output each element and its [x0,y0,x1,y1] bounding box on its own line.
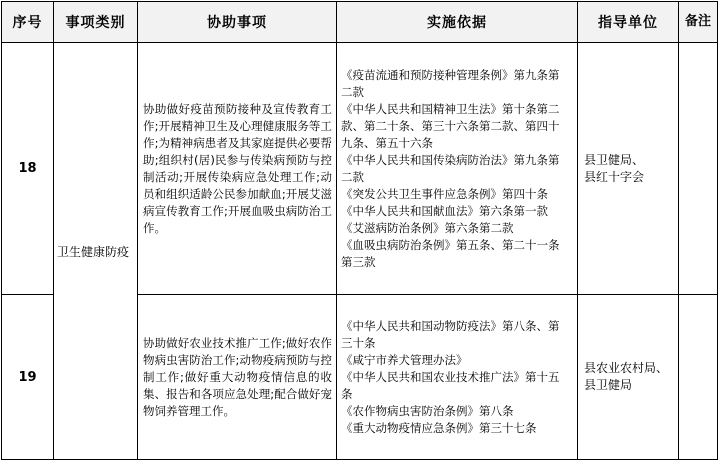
basis-line: 《血吸虫病防治条例》第五条、第二十一条 [341,237,560,252]
unit-cell [578,43,679,295]
header-no: 序号 [2,2,54,43]
header-unit: 指导单位 [578,2,679,43]
header-row [2,2,718,43]
assist-cell: 协助做好疫苗预防接种及宣传教育工作;开展精神卫生及心理健康服务等工作;为精神病患者及其家庭提供必要帮助;组织村(居)民参与传染病预防与控制活动;开展传染病应急处理工作;动员和组织适龄公民参加献血;开展艾滋病宣传教育工作;开展血吸虫病防治工作。 [138,43,337,295]
header-assist: 协助事项 [138,2,337,43]
basis-line: 《中华人民共和国精神卫生法》第十条第二 [341,101,560,116]
unit-line: 县农业农村局、 [584,361,669,375]
unit-line: 县红十字会 [584,169,645,184]
remark-cell [679,43,718,295]
basis-line: 《中华人民共和国传染病防治法》第九条第 [341,152,560,167]
basis-line: 《突发公共卫生事件应急条例》第四十条 [341,186,548,201]
basis-line: 款、第二十条、第三十六条第二款、第四十 [341,118,560,133]
row-number: 18 [2,43,54,295]
basis-line: 《中华人民共和国农业技术推广法》第十五 [341,369,560,384]
unit-line: 县卫健局 [584,378,633,392]
basis-line: 二款 [341,169,364,184]
remark-cell [679,295,718,460]
header-basis: 实施依据 [337,2,578,43]
unit-line: 县卫健局、 [584,152,645,167]
basis-line: 《中华人民共和国动物防疫法》第八条、第 [341,318,560,333]
basis-cell [337,295,578,460]
basis-line: 三十条 [341,335,376,350]
row-number: 19 [2,295,54,460]
unit-cell [578,295,679,460]
assist-cell: 协助做好农业技术推广工作;做好农作物病虫害防治工作;动物疫病预防与控制工作;做好重大动物疫情信息的收集、报告和各项应急处理;配合做好宠物饲养管理工作。 [138,295,337,460]
assistance-items-table [1,1,718,460]
basis-line: 条 [341,386,353,401]
basis-cell [337,43,578,295]
basis-line: 第三款 [341,254,376,269]
category-cell: 卫生健康防疫 [54,43,138,460]
header-category: 事项类别 [54,2,138,43]
basis-line: 《农作物病虫害防治条例》第八条 [341,403,514,418]
header-remark: 备注 [679,2,718,43]
basis-line: 《咸宁市养犬管理办法》 [341,352,468,367]
basis-line: 《中华人民共和国献血法》第六条第一款 [341,203,548,218]
basis-line: 《疫苗流通和预防接种管理条例》第九条第 [341,67,560,82]
basis-line: 《重大动物疫情应急条例》第三十七条 [341,420,537,435]
table-row [2,43,718,295]
basis-line: 九条、第五十六条 [341,135,433,150]
basis-line: 二款 [341,84,364,99]
basis-line: 《艾滋病防治条例》第六条第二款 [341,220,514,235]
